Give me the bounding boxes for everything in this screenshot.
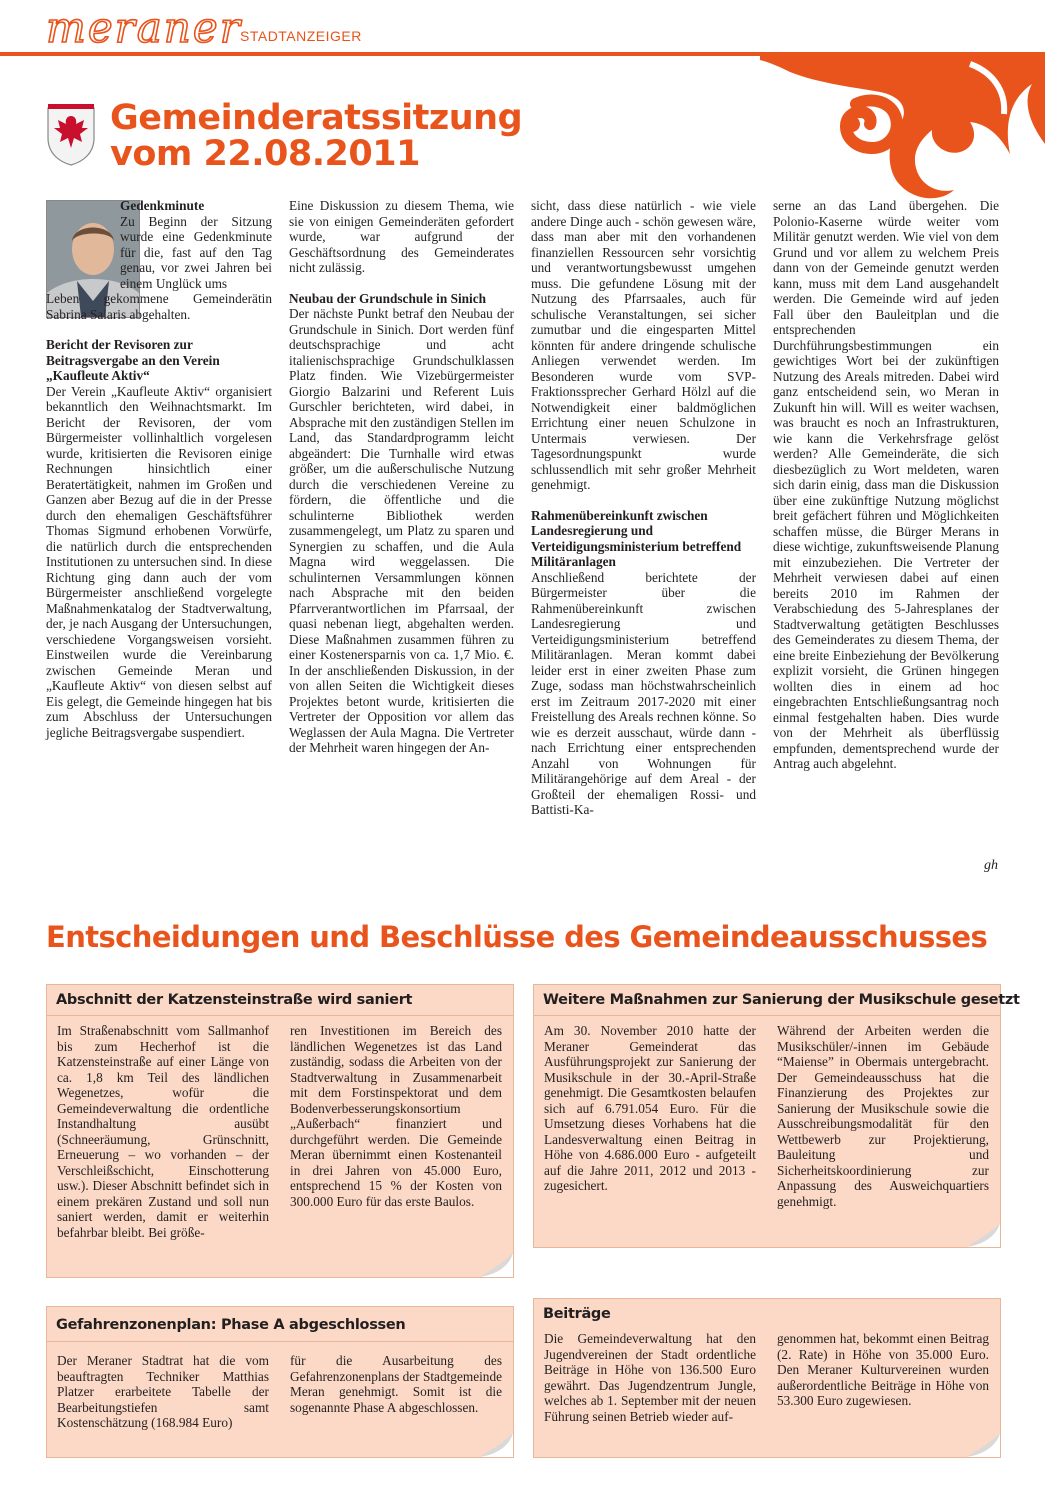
- subhead-revisoren: Bericht der Revisoren zur Beitragsvergabe an den Verein „Kaufleute Aktiv“: [46, 337, 220, 383]
- author-signature: gh: [984, 858, 998, 873]
- box-column-right: ren Investitionen im Bereich des ländlichen Wegenetzes ist das Land zuständig, sodass die Arbeiten von der Stadtverwaltung in Zusammenarbeit mit dem Forstinspektorat und dem Bodenverbesserungskonsortium „Außerbach“ finanziert und durchgeführt werden. Die Gemeinde Meran übernimmt einen Kostenanteil in drei Jahren von 45.000 Euro, entsprechend 15 % der Kosten von 300.000 Euro für das erste Baulos.: [290, 1023, 502, 1209]
- box-musikschule: [533, 984, 1020, 1248]
- subhead-gedenkminute: Gedenkminute: [120, 198, 205, 213]
- paragraph: sicht, dass diese natürlich - wie viele andere Dinge auch - schön gewesen wäre, dass man aber mit den vorhandenen finanziellen Ressourcen sehr vorsichtig und verantwortungsbewusst umgehen muss. Die gefundene Lösung mit der Nutzung des Pfarrsaales, auch für schulische Veranstaltungen, sei sicher zumutbar und die eingesparten Mittel könnten für andere dringende schulische Anliegen verwendet werden. Im Besonderen wurde vom SVP-Fraktionssprecher Gerhard Hölzl auf die Notwendigkeit einer baldmöglichen Errichtung einer neuen Schulzone in Untermais verwiesen. Der Tagesordnungspunkt wurde schlussendlich mit sehr großer Mehrheit genehmigt.: [531, 198, 756, 492]
- article-column-3: [531, 198, 756, 818]
- section-title: Entscheidungen und Beschlüsse des Gemeindeausschusses: [46, 920, 988, 954]
- box-title: Gefahrenzonenplan: Phase A abgeschlossen: [47, 1307, 513, 1342]
- article-column-4: [773, 198, 999, 772]
- article-headline: [110, 100, 522, 172]
- box-column-left: Der Meraner Stadtrat hat die vom beauftragten Techniker Matthias Platzer erarbeitete Tabelle der Bearbeitungstiefen samt Kostenschätzung (168.984 Euro): [57, 1353, 269, 1430]
- article-column-1: [46, 198, 272, 740]
- paragraph: Der nächste Punkt betraf den Neubau der Grundschule in Sinich. Dort werden fünf deutschsprachige und acht italienischsprachige Grundschulklassen Platz finden. Wie Vizebürgermeister Giorgio Balzarini und Referent Luis Gurschler berichteten, wird dabei, in Absprache mit den zuständigen Stellen im Land, das Standardprogramm leicht abgeändert: Die Turnhalle wird etwas größer, um die außerschulische Nutzung durch die verschiedenen Vereine zu fördern, die öffentliche und die schulinterne Bibliothek werden zusammengelegt, um Platz zu sparen und Synergien zu schaffen, und die Aula Magna wird weggelassen. Die schulinternen Versammlungen können nach Absprache mit den beiden Pfarrverantwortlichen im Pfarrsaal, der quasi nebenan liegt, abgehalten werden. Diese Maßnahmen zusammen führen zu einer Kostenersparnis von ca. 1,7 Mio. €. In der anschließenden Diskussion, in der von allen Seiten die Wichtigkeit dieses Projektes betont wurde, kritisierten die Vertreter der Opposition vor allem das Weglassen der Aula Magna. Die Vertreter der Mehrheit waren hingegen der An-: [289, 306, 514, 755]
- paragraph: Der Verein „Kaufleute Aktiv“ organisiert bekanntlich den Weihnachtsmarkt. Im Bericht der Revisoren, der vom Bürgermeister vollinhaltlich vorgelesen wurde, kritisierten die Revisoren einige Rechnungen hinsichtlich einer Beratertätigkeit, nahmen im Großen und Ganzen aber Bezug auf die in der Presse durch den ehemaligen Geschäftsführer Thomas Sigmund erhobenen Vorwürfe, die natürlich durch die entsprechenden Institutionen zu untersuchen sind. In diese Richtung ging dann auch der vom Bürgermeister anschließend vorgelegte Maßnahmenkatalog der Stadtverwaltung, der, je nach Ausgang der Untersuchungen, verschiedene Vorgangsweisen vorsieht. Einstweilen wurde die Vereinbarung zwischen Gemeinde Meran und „Kaufleute Aktiv“ von diesen selbst auf Eis gelegt, die Gemeinde hingegen hat bis zum Abschluss der Untersuchungen jegliche Beitragsvergabe suspendiert.: [46, 383, 272, 740]
- page-curl-icon: [966, 1433, 1000, 1457]
- masthead-subtitle: STADTANZEIGER: [240, 28, 362, 44]
- paragraph: Leben gekommene Gemeinderätin Sabrina Salaris abgehalten.: [46, 291, 272, 322]
- ornament-swirl-icon: [760, 44, 1045, 224]
- page-curl-icon: [479, 1253, 513, 1277]
- box-katzensteinstrasse: [46, 984, 514, 1278]
- page-curl-icon: [966, 1223, 1000, 1247]
- coat-of-arms-icon: [46, 104, 96, 166]
- box-column-right: genommen hat, bekommt einen Beitrag (2. Rate) in Höhe von 35.000 Euro. Den Meraner Kulturvereinen wurden außerordentliche Beiträge in Höhe von 53.300 Euro zugewiesen.: [777, 1331, 989, 1408]
- paragraph: Eine Diskussion zu diesem Thema, wie sie von einigen Gemeinderäten gefordert wurde, war aufgrund der Geschäftsordnung des Gemeinderates nicht zulässig.: [289, 198, 514, 275]
- box-column-left: Die Gemeindeverwaltung hat den Jugendvereinen der Stadt ordentliche Beiträge in Höhe von 136.500 Euro gewährt. Das Jugendzentrum Jungle, welches ab 1. September mit der neuen Führung seinen Betrieb wieder auf-: [544, 1331, 756, 1424]
- box-gefahrenzonenplan: [46, 1306, 514, 1458]
- subhead-grundschule: Neubau der Grundschule in Sinich: [289, 290, 487, 306]
- headline-line-2: vom 22.08.2011: [110, 134, 420, 174]
- paragraph: Anschließend berichtete der Bürgermeister über die Rahmenübereinkunft zwischen Landesregierung und Verteidigungsministerium betreffend Militäranlagen. Meran kommt dabei leider erst in einer zweiten Phase zum Zuge, sodass man höchstwahrscheinlich erst im Zeitraum 2017-2020 mit einer Freistellung des Areals rechnen könne. So wie es derzeit ausschaut, würde dann - nach Errichtung einer entsprechenden Anzahl von Wohnungen für Militärangehörige auf dem Areal - der Großteil der ehemaligen Rossi- und Battisti-Ka-: [531, 569, 756, 817]
- headline-line-1: Gemeinderatssitzung: [110, 98, 523, 138]
- box-column-left: Am 30. November 2010 hatte der Meraner Gemeinderat das Ausführungsprojekt zur Sanierung der Musikschule in der 30.-April-Straße genehmigt. Die Gesamtkosten belaufen sich auf 6.791.054 Euro. Für die Umsetzung dieses Vorhabens hat die Landesverwaltung einen Beitrag in Höhe von 4.686.000 Euro - aufgeteilt auf die Jahre 2011, 2012 und 2013 - zugesichert.: [544, 1023, 756, 1193]
- page-curl-icon: [479, 1433, 513, 1457]
- box-column-right: Während der Arbeiten werden die Musikschüler/-innen im Gebäude “Maiense” in Obermais untergebracht. Der Gemeindeausschuss hat die Finanzierung des Projektes zur Sanierung der Musikschule sowie die Ausschreibungsmodalität für den Wettbewerb zur Projektierung, Bauleitung und Sicherheitskoordinierung zur Anpassung des Ausweichquartiers genehmigt.: [777, 1023, 989, 1209]
- paragraph: Zu Beginn der Sitzung wurde eine Gedenkminute für die, fast auf den Tag genau, vor zwei Jahren bei einem Unglück ums: [120, 213, 272, 291]
- box-column-right: für die Ausarbeitung des Gefahrenzonenplans der Stadtgemeinde Meran genehmigt. Somit ist die sogenannte Phase A abgeschlossen.: [290, 1353, 502, 1415]
- box-title: Beiträge: [543, 1306, 611, 1322]
- paragraph: serne an das Land übergehen. Die Polonio-Kaserne würde weiter vom Militär genutzt werden. Wie viel von dem Grund und vor allem zu welchem Preis dann von der Gemeinde genutzt werden kann, muss mit dem Land ausgehandelt werden. Die Gemeinde wird auf jeden Fall über den Bauleitplan und die entsprechenden Durchführungsbestimmungen ein gewichtiges Wort bei der zukünftigen Nutzung des Areals mitreden. Dabei wird ganz entscheidend sein, wo Meran in Zukunft hin will. Will es weiter wachsen, was braucht es noch an Infrastrukturen, wie kann die Verkehrsfrage gelöst werden? Alle Gemeinderäte, die sich diesbezüglich zu Wort meldeten, waren sich darin einig, dass man die Diskussion über eine zukünftige Nutzung möglichst breit gefächert führen und Möglichkeiten schaffen müsse, die Bürger Merans in diese wichtige, zukunftsweisende Planung mit einzubeziehen. Die Vertreter der Mehrheit verwiesen dabei auf einen bereits 2010 im Rahmen der Verabschiedung des 5-Jahresplanes der Stadtverwaltung getätigten Beschlusses des Gemeinderates zu diesem Thema, der eine breite Einbeziehung der Bevölkerung explizit vorsieht, die Grünen hingegen wollten dies in einem ad hoc eingebrachten Entschließungsantrag noch einmal festgehalten haben. Dies wurde von der Mehrheit als überflüssig empfunden, dementsprechend wurde der Antrag auch abgelehnt.: [773, 198, 999, 771]
- box-column-left: Im Straßenabschnitt vom Sallmanhof bis zum Hecherhof ist die Katzensteinstraße auf einer Länge von ca. 1,8 km Teil des ländlichen Wegenetzes, wofür die Gemeindeverwaltung die ordentliche Instandhaltung ausübt (Schneeräumung, Grünschnitt, Erneuerung – wo vorhanden – der Verschleißschicht, Einschotterung usw.). Dieser Abschnitt befindet sich in einem prekären Zustand und soll nun saniert werden, damit er weiterhin befahrbar bleibt. Bei größe-: [57, 1023, 269, 1240]
- box-title: Abschnitt der Katzensteinstraße wird saniert: [47, 985, 513, 1016]
- subhead-rahmenuebereinkunft: Rahmenübereinkunft zwischen Landesregierung und Verteidigungsministerium betreffend Militäranlagen: [531, 507, 742, 569]
- article-column-2: [289, 198, 514, 756]
- box-title: Weitere Maßnahmen zur Sanierung der Musikschule gesetzt: [534, 985, 1000, 1016]
- masthead-title: meraner: [46, 3, 242, 52]
- box-beitraege: [533, 1298, 1001, 1458]
